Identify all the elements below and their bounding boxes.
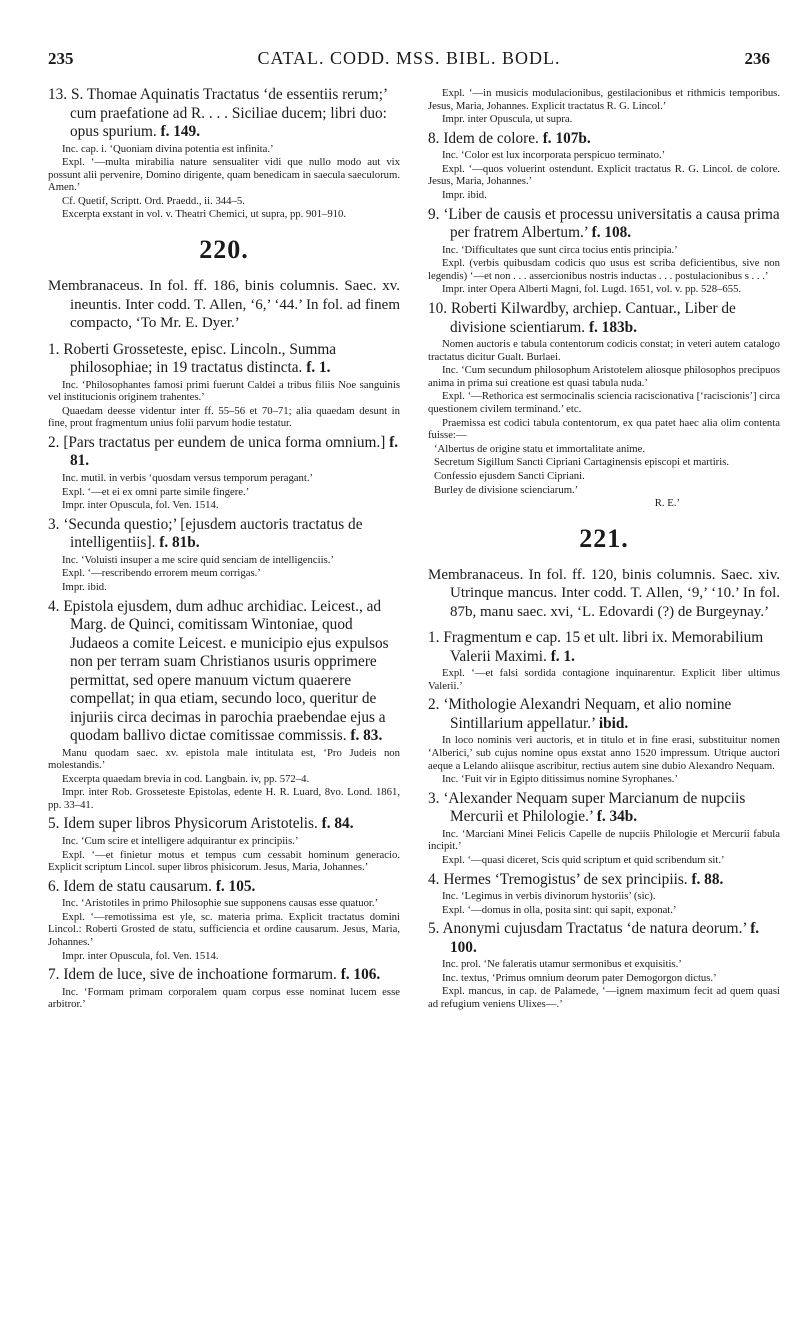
entry-title: 2. [Pars tractatus per eundem de unica forma omnium.] f. 81. <box>48 433 399 470</box>
entry-note: Expl. (verbis quibusdam codicis quo usus est scriba deficientibus, sive non legendis) ‘—et non . . . assercionibus nostris inductas . . . postulacionibus s . . .’ <box>428 257 780 282</box>
entry-note: Expl. ‘—Rethorica est sermocinalis sciencia raciscionativa [‘raciscionis’] circa questionem civilem terminand.’ etc. <box>428 390 780 415</box>
entry-title: 4. Hermes ‘Tremogistus’ de sex principiis. f. 88. <box>428 870 724 888</box>
entry-9 <box>428 206 780 296</box>
entry-note: Impr. inter Rob. Grosseteste Epistolas, edente H. R. Luard, 8vo. Lond. 1861, pp. 33–41. <box>48 786 400 811</box>
entry-note: Expl. ‘—multa mirabilia nature sensualiter vidi que nullo modo aut vix possunt alii pervenire, Domino dirigente, quam benedicam in saecula saeculorum. Amen.’ <box>48 156 400 194</box>
entry-note: Expl. ‘—et finietur motus et tempus cum cessabit hominum generacio. Explicit scriptum Lincol. super libros phisicorum. Jesus, Maria, Johannes.’ <box>48 848 400 874</box>
entry-2 <box>428 696 780 785</box>
entry-note: Expl. ‘—rescribendo errorem meum corrigas.’ <box>62 567 261 580</box>
entry-8 <box>428 130 780 202</box>
contents-item: ‘Albertus de origine statu et immortalitate anime. <box>434 442 646 455</box>
entry-note: Impr. inter Opuscula, fol. Ven. 1514. <box>62 949 219 962</box>
entry-note: Impr. inter Opuscula, fol. Ven. 1514. <box>62 499 219 512</box>
entry-note: Expl. ‘—quasi diceret, Scis quid scriptum et quid scribendum sit.’ <box>442 854 725 866</box>
entry-note: Inc. mutil. in verbis ‘quosdam versus temporum peragant.’ <box>62 471 314 484</box>
entry-4 <box>48 598 400 812</box>
entry-10 <box>428 300 780 510</box>
entry-title: 9. ‘Liber de causis et processu universitatis a causa prima per fratrem Albertum.’ f. 108. <box>428 205 780 242</box>
entry-title: 13. S. Thomae Aquinatis Tractatus ‘de essentiis rerum;’ cum praefatione ad R. . . . Siciliae ducem; libri duo: opus spurium. f. 149. <box>48 86 387 140</box>
codex-description: Membranaceus. In fol. ff. 120, binis columnis. Saec. xiv. Utrinque mancus. Inter codd. T. Allen, ‘9,’ ‘10.’ In fol. 87b, manu saec. xvi, ‘L. Edovardi (?) de Burgeynay.’ <box>428 566 780 620</box>
entry-note: Inc. ‘Legimus in verbis divinorum hystoriis’ (sic). <box>442 890 656 903</box>
contents-item: Secretum Sigillum Sancti Cipriani Cartaginensis episcopi et martiris. <box>434 456 730 469</box>
entry-title: 8. Idem de colore. f. 107b. <box>428 129 591 147</box>
contents-item: Confessio ejusdem Sancti Cipriani. <box>434 469 585 482</box>
entry-note: Manu quodam saec. xv. epistola male intitulata est, ‘Pro Judeis non molestandis.’ <box>48 746 400 772</box>
entry-note: Nomen auctoris e tabula contentorum codicis constat; in veteri autem catalogo tractatus dicitur Gualt. Burlaei. <box>428 338 780 363</box>
entry-note: Expl. ‘—domus in olla, posita sint: qui sapit, exponat.’ <box>442 903 677 916</box>
entry-note: Excerpta exstant in vol. v. Theatri Chemici, ut supra, pp. 901–910. <box>62 208 347 221</box>
left-page-number: 235 <box>48 49 74 68</box>
page-header <box>48 48 770 74</box>
entry-note: Inc. prol. ‘Ne faleratis utamur sermonibus et exquisitis.’ <box>442 958 682 971</box>
entry-note: Inc. ‘Marciani Minei Felicis Capelle de nupciis Philologie et Mercurii fabula incipit.’ <box>428 827 780 853</box>
running-title: CATAL. CODD. MSS. BIBL. BODL. <box>257 48 561 68</box>
entry-note: Impr. inter Opuscula, ut supra. <box>442 113 573 126</box>
entry-4 <box>428 871 780 917</box>
entry-5 <box>428 920 780 1010</box>
contents-item: Burley de divisione scienciarum.’ <box>434 483 579 496</box>
right-page-number: 236 <box>744 49 770 68</box>
left-column <box>48 86 400 1015</box>
entry-note: Inc. ‘Formam primam corporalem quam corpus esse nominat lucem esse arbitror.’ <box>48 985 400 1011</box>
codex-description: Membranaceus. In fol. ff. 186, binis columnis. Saec. xv. ineuntis. Inter codd. T. Allen, ‘6,’ ‘44.’ In fol. ad finem compacto, ‘To Mr. E. Dyer.’ <box>48 278 400 332</box>
right-column <box>428 86 780 1015</box>
entry-note: Expl. ‘—in musicis modulacionibus, gestilacionibus et rithmicis temporibus. Jesus, Maria, Johannes. Explicit tractatus R. G. Lincol.’ <box>428 87 780 112</box>
entry-note: Inc. ‘Voluisti insuper a me scire quid senciam de intelligenciis.’ <box>62 553 334 566</box>
entry-6 <box>48 878 400 962</box>
entry-7 <box>48 966 400 1011</box>
entry-note: Expl. ‘—et falsi sordida contagione inquinarentur. Explicit liber ultimus Valerii.’ <box>428 667 780 692</box>
entry-note: Impr. ibid. <box>62 580 107 593</box>
entry-title: 1. Fragmentum e cap. 15 et ult. libri ix. Memorabilium Valerii Maximi. f. 1. <box>428 629 764 665</box>
entry-3 <box>48 516 400 594</box>
entry-note: Impr. ibid. <box>442 189 487 202</box>
entry-title: 3. ‘Secunda questio;’ [ejusdem auctoris tractatus de intelligentiis]. f. 81b. <box>48 515 363 552</box>
entry-title: 4. Epistola ejusdem, dum adhuc archidiac. Leicest., ad Marg. de Quinci, comitissam Wintoniae, quod Judaeos a comite Leicest. e municipio ejus expulsos non per terram suam Christianos usuris opprimere permittat, sed opere manuum victum quaerere compellat; in qua etiam, secundo loco, queritur de injuriis circa decimas in parochia praebendae ejus a quodam ballivo dictae comitissae commissis. f. 83. <box>48 597 389 744</box>
codex-number: 220. <box>199 235 249 265</box>
entry-title: 6. Idem de statu causarum. f. 105. <box>48 877 256 895</box>
entry-3 <box>428 790 780 867</box>
entry-note: Praemissa est codici tabula contentorum, ex qua patet haec alia olim contenta fuisse:— <box>428 416 780 442</box>
entry-2 <box>48 434 400 512</box>
entry-title: 5. Idem super libros Physicorum Aristotelis. f. 84. <box>48 815 354 833</box>
entry-note: Inc. textus, ‘Primus omnium deorum pater Demogorgon dictus.’ <box>442 971 717 984</box>
entry-note: Expl. ‘—remotissima est yle, sc. materia prima. Explicit tractatus domini Lincol.: Roberti Grosted de statu, sufficiencia et ordine causarum. Jesus, Maria, Johannes.’ <box>48 910 400 949</box>
entry-5 <box>48 815 400 873</box>
entry-note: Impr. inter Opera Alberti Magni, fol. Lugd. 1651, vol. v. pp. 528–655. <box>442 283 742 296</box>
entry-note: Inc. ‘Difficultates que sunt circa tocius entis principia.’ <box>442 243 678 256</box>
entry-note: Inc. cap. i. ‘Quoniam divina potentia est infinita.’ <box>62 142 274 155</box>
entry-1 <box>48 341 400 430</box>
entry-1 <box>428 629 780 692</box>
entry-note: Expl. mancus, in cap. de Palamede, ‘—ignem maximum fecit ad quem quasi ad refugium veniens Ulixes—.’ <box>428 985 780 1011</box>
entry-note: Inc. ‘Color est lux incorporata perspicuo terminato.’ <box>442 149 666 162</box>
contents-list <box>428 443 780 496</box>
entry-note: Quaedam deesse videntur inter ff. 55–56 et 70–71; alia quaedam desunt in fine, prout fragmentum unius folii parvum hodie testatur. <box>48 404 400 430</box>
entry-note: Inc. ‘Cum secundum philosophum Aristotelem aliosque philosophos precipuos anima in prima sui creatione est quasi tabula nuda.’ <box>428 364 780 389</box>
entry-7-continued <box>428 87 780 126</box>
entry-13 <box>48 86 400 221</box>
entry-title: 7. Idem de luce, sive de inchoatione formarum. f. 106. <box>48 966 381 984</box>
entry-title: 5. Anonymi cujusdam Tractatus ‘de natura deorum.’ f. 100. <box>428 920 760 956</box>
entry-note: Expl. ‘—et ei ex omni parte simile fingere.’ <box>62 485 250 498</box>
entry-title: 3. ‘Alexander Nequam super Marcianum de nupciis Mercurii et Philologie.’ f. 34b. <box>428 789 746 826</box>
entry-note: Inc. ‘Aristotiles in primo Philosophie sue supponens causas esse quatuor.’ <box>62 897 379 910</box>
entry-note: Inc. ‘Cum scire et intelligere adquirantur ex principiis.’ <box>62 834 299 847</box>
entry-title: 1. Roberti Grosseteste, episc. Lincoln., Summa philosophiae; in 19 tractatus distincta. f. 1. <box>48 340 337 377</box>
entry-note: In loco nominis veri auctoris, et in titulo et in fine erasi, substituitur nomen ‘Alberici,’ sub cujus nomine opus exstat anno 1520 impressum. Utrique auctori aeque a Lelando aliisque ascribitur, rectius autem sine dubio Alexandro Nequam. <box>428 734 780 772</box>
entry-note: Excerpta quaedam brevia in cod. Langbain. iv, pp. 572–4. <box>62 772 310 785</box>
entry-note: Inc. ‘Philosophantes famosi primi fuerunt Caldei a tribus filiis Noe sanguinis vel institucionis originem trahentes.’ <box>48 378 400 404</box>
entry-title: 10. Roberti Kilwardby, archiep. Cantuar., Liber de divisione scientiarum. f. 183b. <box>428 300 736 336</box>
entry-note: Cf. Quetif, Scriptt. Ord. Praedd., ii. 344–5. <box>62 194 245 207</box>
codex-number: 221. <box>579 523 629 553</box>
entry-title: 2. ‘Mithologie Alexandri Nequam, et alio nomine Sintillarium appellatur.’ ibid. <box>428 696 732 732</box>
entry-note: Expl. ‘—quos voluerint ostendunt. Explicit tractatus R. G. Lincol. de colore. Jesus, Maria, Johannes.’ <box>428 162 780 188</box>
signature: R. E.’ <box>654 497 680 510</box>
entry-note: Inc. ‘Fuit vir in Egipto ditissimus nomine Syrophanes.’ <box>442 773 679 786</box>
